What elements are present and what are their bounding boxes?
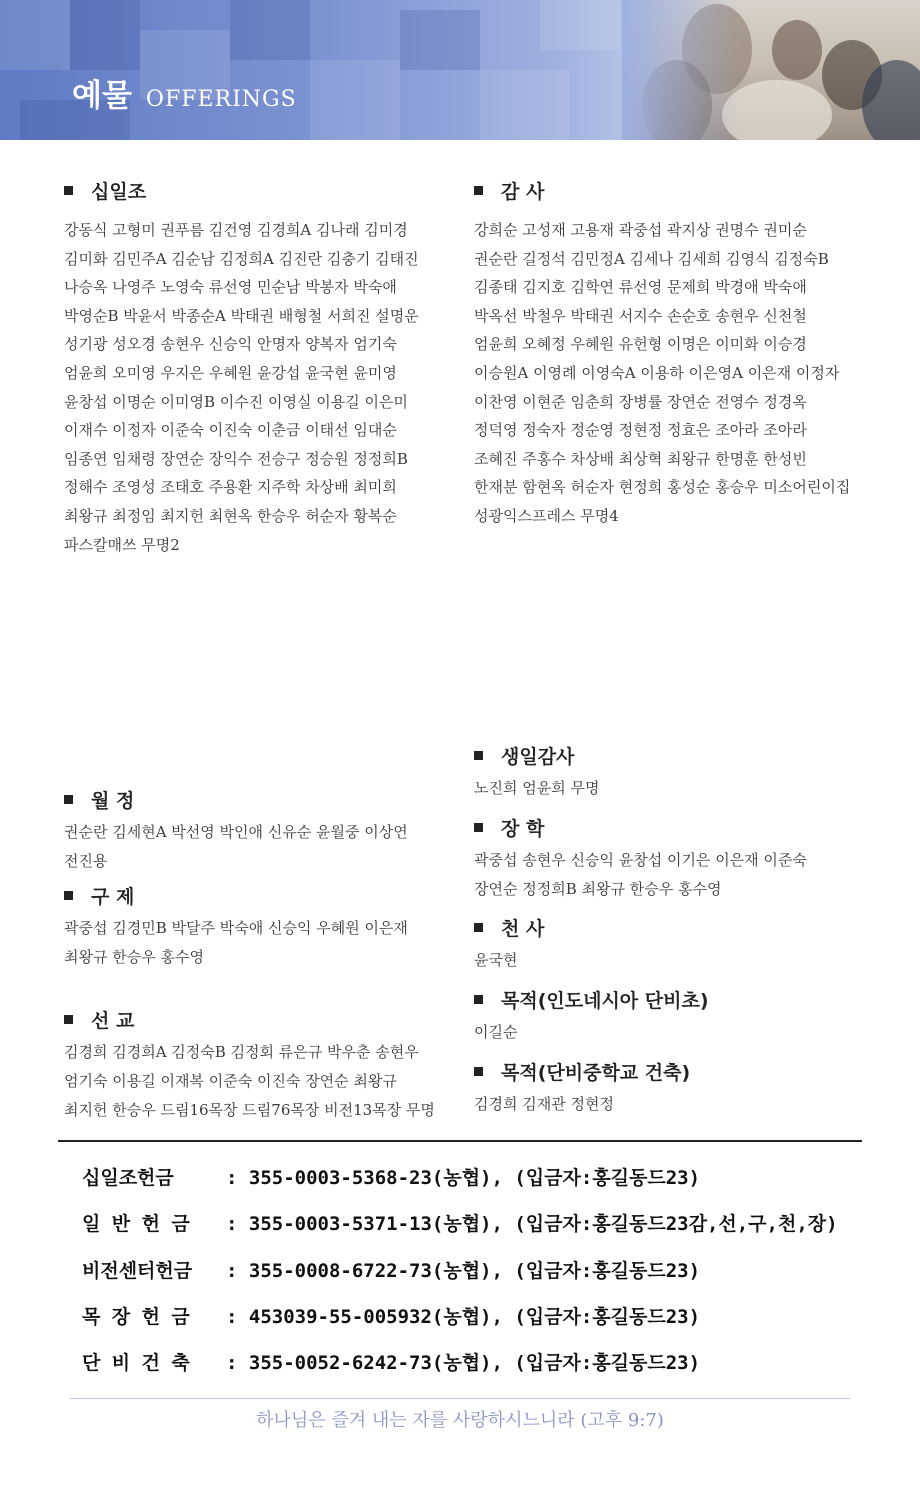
section-monthly xyxy=(64,786,464,876)
account-value: : 355-0008-6722-73(농협), (입금자:홍길동드23) xyxy=(226,1260,701,1282)
bullet-square-icon xyxy=(474,1067,483,1076)
section-thousand-angels xyxy=(474,914,894,975)
account-label: 비전센터헌금 xyxy=(82,1260,193,1282)
page-title xyxy=(72,70,297,115)
section-heading: 월 정 xyxy=(64,786,464,812)
account-label: 십일조헌금 xyxy=(82,1167,174,1189)
section-purpose-indonesia xyxy=(474,986,894,1047)
title-english: OFFERINGS xyxy=(145,87,297,112)
bullet-square-icon xyxy=(64,186,73,195)
name-list: 김경희 김재관 정현정 xyxy=(474,1095,614,1113)
section-heading: 감 사 xyxy=(474,177,894,203)
section-heading: 목적(인도네시아 단비초) xyxy=(474,986,894,1012)
header-banner xyxy=(0,0,920,140)
fellowship-photo xyxy=(622,0,920,140)
name-list: 이길순 xyxy=(474,1023,518,1041)
account-value: : 355-0003-5368-23(농협), (입금자:홍길동드23) xyxy=(226,1167,701,1189)
bullet-square-icon xyxy=(64,891,73,900)
name-list: 곽중섭 김경민B 박달주 박숙애 신승익 우혜원 이은재 최왕규 한승우 홍수영 xyxy=(64,919,408,966)
section-heading: 선 교 xyxy=(64,1006,464,1032)
name-list: 강동식 고형미 권푸름 김건영 김경희A 김나래 김미경 김미화 김민주A 김순남 김정희A 김진란 김충기 김태진 나승옥 나영주 노영숙 류선영 민순남 박봉자 박숙애 박영순B 박윤서 박종순A 박태권 배형철 서희진 설명운 성기광 성오경 송현우 신승익 안명자 양복자 엄기숙 엄윤희 오미영 우지은 우혜원 윤강섭 윤국현 윤미영 윤창섭 이명순 이미영B 이수진 이영실 이용길 이은미 이재수 이정자 이준숙 이진숙 이춘금 이태선 임대순 임종연 임채령 장연순 장익수 전승구 정승원 정정희B 정해수 조영성 조태호 주용환 지주학 차상배 최미희 최왕규 최정임 최지헌 최현옥 한승우 허순자 황복순 파스칼매쓰 무명2 xyxy=(64,221,419,554)
title-korean: 예물 xyxy=(72,78,132,114)
account-label: 단 비 건 축 xyxy=(82,1352,190,1374)
name-list: 노진희 엄윤희 무명 xyxy=(474,779,600,797)
bullet-square-icon xyxy=(474,751,483,760)
bullet-square-icon xyxy=(474,995,483,1004)
account-row xyxy=(82,1209,838,1236)
bible-verse: 하나님은 즐겨 내는 자를 사랑하시느니라 (고후 9:7) xyxy=(256,1410,664,1431)
bullet-square-icon xyxy=(64,795,73,804)
divider xyxy=(58,1140,862,1142)
section-tithe xyxy=(64,177,464,559)
section-thanks xyxy=(474,177,894,531)
section-purpose-school xyxy=(474,1058,894,1119)
account-value: : 355-0003-5371-13(농협), (입금자:홍길동드23감,선,구,천,장) xyxy=(226,1213,838,1235)
account-row xyxy=(82,1163,700,1190)
section-scholarship xyxy=(474,814,894,904)
section-heading: 천 사 xyxy=(474,914,894,940)
account-row xyxy=(82,1256,700,1283)
bullet-square-icon xyxy=(474,823,483,832)
account-label: 일 반 헌 금 xyxy=(82,1213,190,1235)
section-heading: 생일감사 xyxy=(474,742,894,768)
bullet-square-icon xyxy=(474,186,483,195)
bullet-square-icon xyxy=(474,923,483,932)
account-row xyxy=(82,1348,700,1375)
name-list: 곽중섭 송현우 신승익 윤창섭 이기은 이은재 이준숙 장연순 정정희B 최왕규 한승우 홍수영 xyxy=(474,851,807,898)
section-mission xyxy=(64,1006,464,1125)
section-heading: 구 제 xyxy=(64,882,464,908)
name-list: 김경희 김경희A 김정숙B 김정회 류은규 박우춘 송현우 엄기숙 이용길 이재복 이준숙 이진숙 장연순 최왕규 최지헌 한승우 드림16목장 드림76목장 비전13목장 무명 xyxy=(64,1043,435,1119)
section-relief xyxy=(64,882,464,972)
account-row xyxy=(82,1302,700,1329)
name-list: 강희순 고성재 고용재 곽중섭 곽지상 권명수 권미순 권순란 길정석 김민정A 김세나 김세희 김영식 김정숙B 김종태 김지호 김학연 류선영 문제희 박경애 박숙애 박옥선 박철우 박태권 서지수 손순호 송현우 신천철 엄윤희 오혜정 우혜원 유헌형 이명은 이미화 이승경 이승원A 이영례 이영숙A 이용하 이은영A 이은재 이정자 이찬영 이현준 임춘희 장병률 장연순 전영수 정경옥 정덕영 정숙자 정순영 정현정 정효은 조아라 조아라 조혜진 주홍수 차상배 최상혁 최왕규 한명훈 한성빈 한재분 함현옥 허순자 현정희 홍성순 홍승우 미소어린이집 성광익스프레스 무명4 xyxy=(474,221,851,525)
account-value: : 453039-55-005932(농협), (입금자:홍길동드23) xyxy=(226,1306,701,1328)
bullet-square-icon xyxy=(64,1015,73,1024)
section-birthday xyxy=(474,742,894,803)
account-value: : 355-0052-6242-73(농협), (입금자:홍길동드23) xyxy=(226,1352,701,1374)
name-list: 윤국현 xyxy=(474,951,518,969)
section-heading: 장 학 xyxy=(474,814,894,840)
section-heading: 목적(단비중학교 건축) xyxy=(474,1058,894,1084)
account-label: 목 장 헌 금 xyxy=(82,1306,190,1328)
section-heading: 십일조 xyxy=(64,177,464,203)
footer-divider xyxy=(70,1398,850,1399)
name-list: 권순란 김세현A 박선영 박인애 신유순 윤월중 이상연 전진용 xyxy=(64,823,408,870)
